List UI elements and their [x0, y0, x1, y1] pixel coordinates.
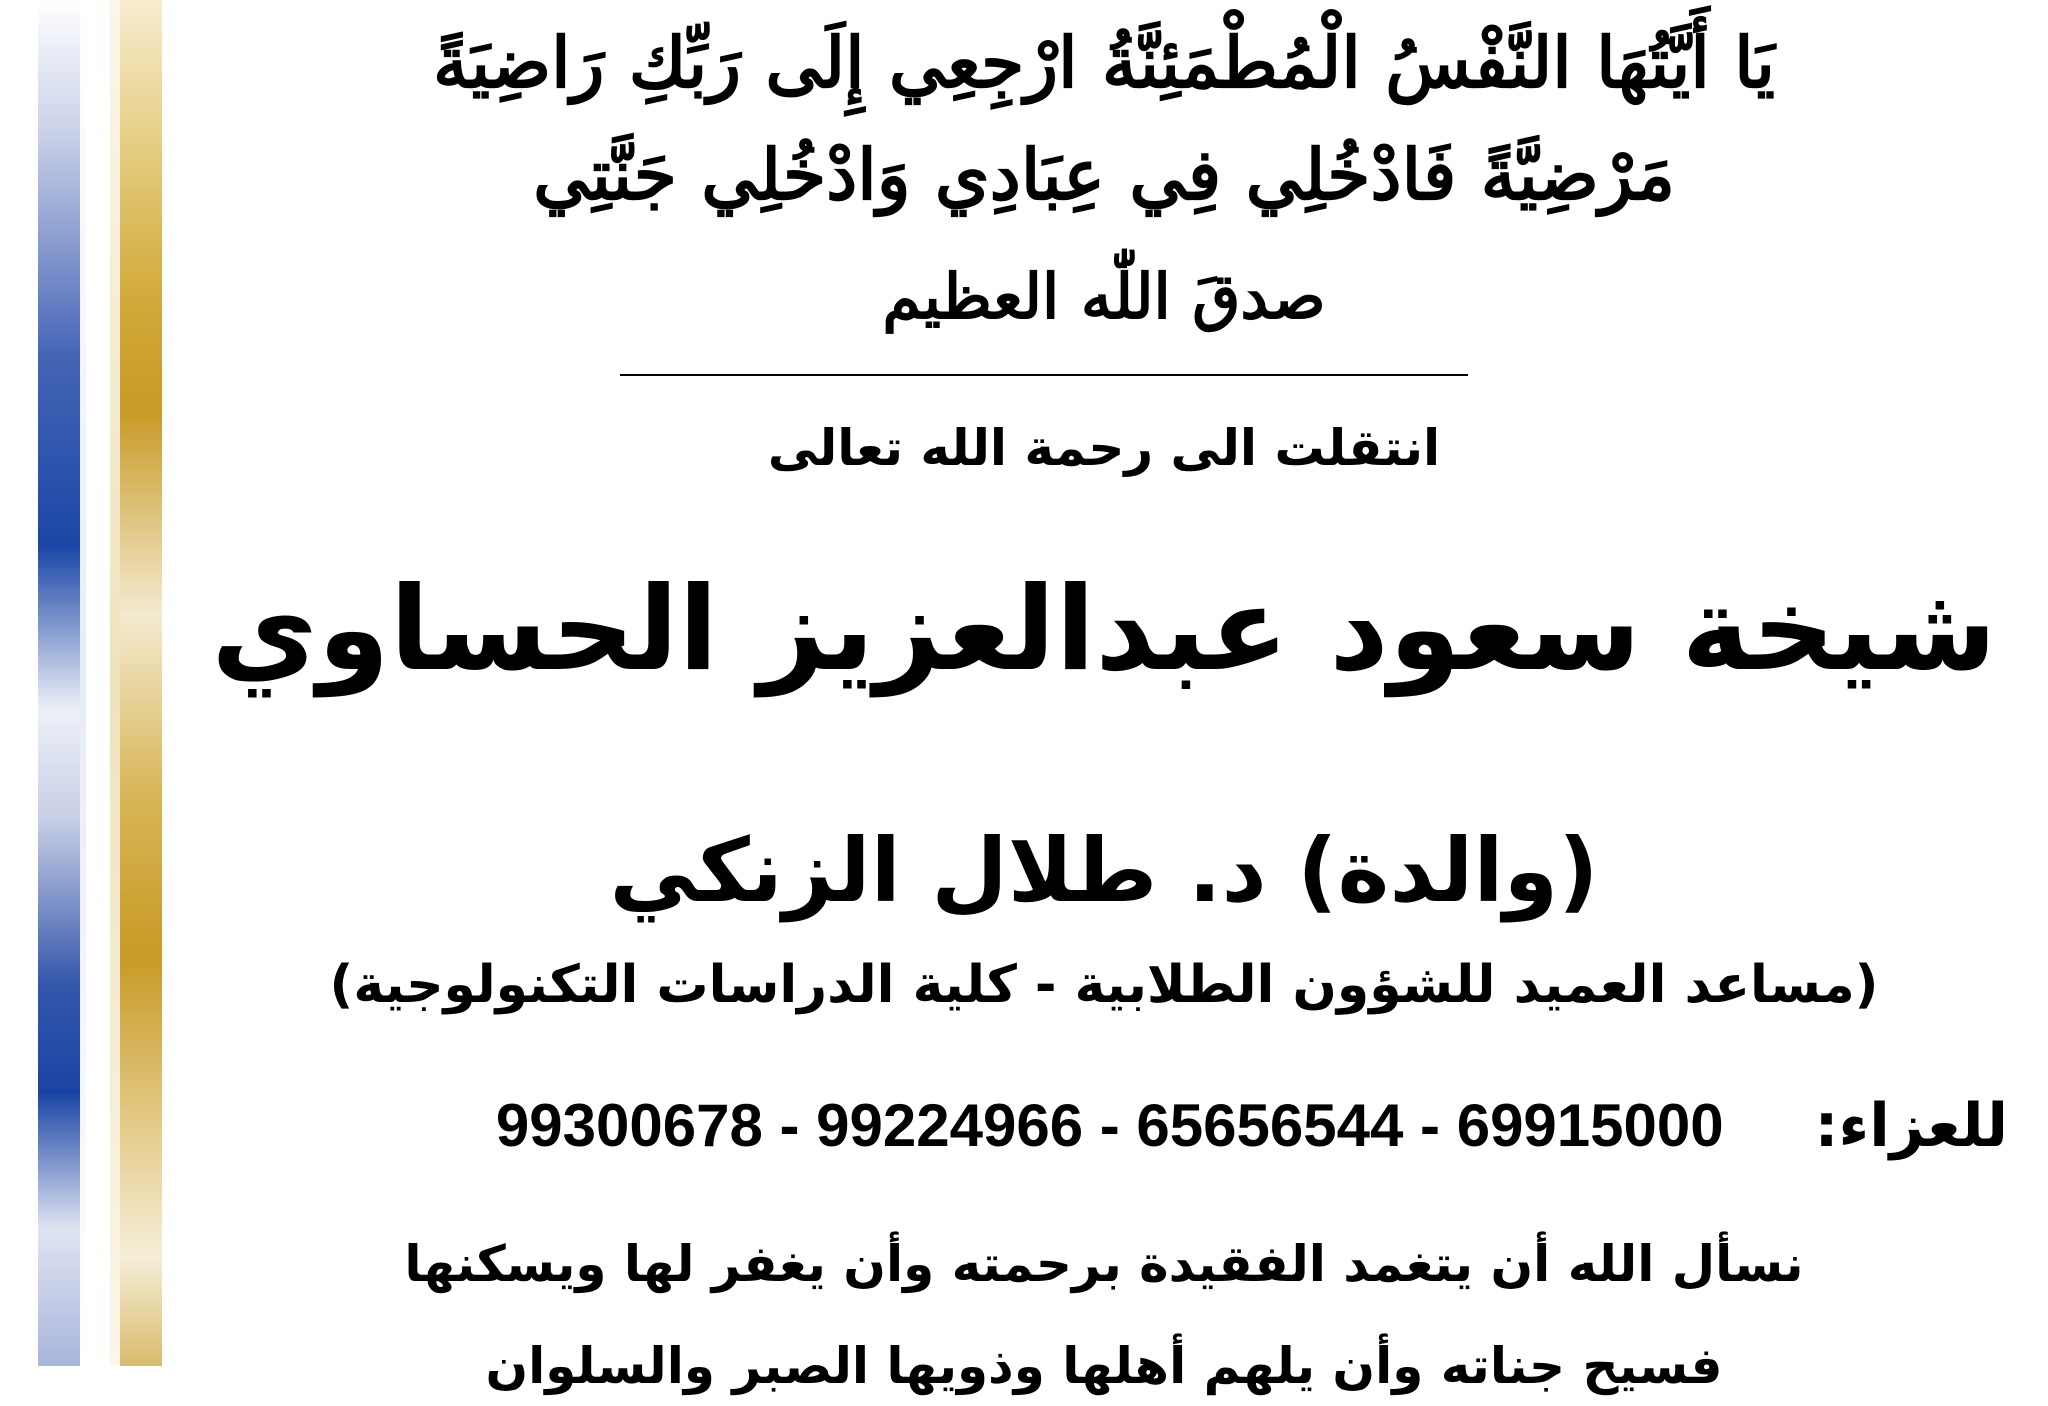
quran-verse-line-2: مَرْضِيَّةً فَادْخُلِي فِي عِبَادِي وَادْخُلِي جَنَّتِي [533, 133, 1675, 216]
gold-decorative-stripe [120, 0, 162, 1366]
gold-stripe-highlight [110, 0, 120, 1366]
announcement-intro: انتقلت الى رحمة الله تعالى [767, 419, 1441, 477]
blue-decorative-stripe [38, 0, 80, 1366]
prayer-line-1: نسأل الله أن يتغمد الفقيدة برحمته وأن يغفر لها ويسكنها [404, 1235, 1804, 1293]
relation-line: (والدة) د. طلال الزنكي [609, 819, 1599, 922]
position-line: (مساعد العميد للشؤون الطلابية - كلية الدراسات التكنولوجية) [329, 955, 1879, 1015]
condolence-phone-numbers: 99300678 - 99224966 - 65656544 - 69915000 [495, 1092, 1724, 1159]
obituary-notice [200, 0, 2008, 1395]
blue-stripe-highlight [80, 0, 86, 1366]
deceased-name: شيخة سعود عبدالعزيز الحساوي [211, 562, 1997, 697]
divider-line [620, 374, 1468, 376]
condolence-contacts [200, 1086, 2008, 1166]
prayer-line-2: فسيح جناته وأن يلهم أهلها وذويها الصبر والسلوان [485, 1337, 1723, 1395]
condolence-label: للعزاء: [1814, 1091, 2008, 1161]
quran-verse-closing: صدقَ اللّٰه العظيم [882, 260, 1326, 333]
quran-verse-line-1: يَا أَيَّتُهَا النَّفْسُ الْمُطْمَئِنَّةُ ارْجِعِي إِلَى رَبِّكِ رَاضِيَةً [433, 21, 1775, 104]
